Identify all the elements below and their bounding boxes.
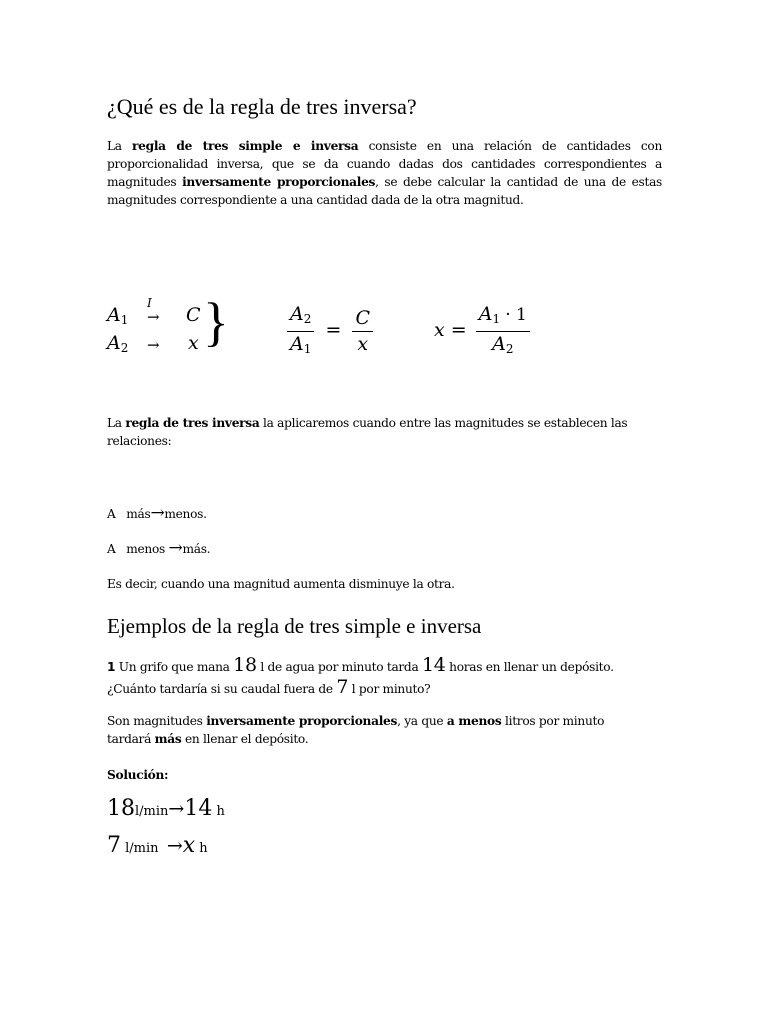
arrow-icon: → <box>147 308 160 326</box>
solution-label: Solución: <box>107 768 169 782</box>
relations-bold-term: regla de tres inversa <box>125 416 260 430</box>
intro-text-start: La <box>107 139 122 153</box>
formula-proportion-table: $A_1$ I → C $A_2$ → x } <box>107 292 229 355</box>
arrow-icon: → <box>168 798 185 820</box>
intro-bold-term: regla de tres simple e inversa <box>132 139 359 153</box>
formula-solution-equation: x = $\frac{A_1 \cdot 1}{A_2}$ <box>434 290 544 370</box>
arrow-icon: → <box>147 336 160 354</box>
brace-glyph: } <box>203 292 229 352</box>
formula-ratio-equation: $\frac{A_2}{A_1}$ = $\frac{C}{x}$ <box>287 290 387 370</box>
relations-paragraph: La regla de tres inversa la aplicaremos cuando entre las magnitudes se establecen las relaciones: <box>107 416 628 448</box>
arrow-icon: → <box>150 503 165 523</box>
relations-note: Es decir, cuando una magnitud aumenta disminuye la otra. <box>107 577 455 591</box>
inverse-label: I <box>147 296 152 310</box>
relation-row-2: A menos →más. <box>107 538 211 558</box>
arrow-icon: → <box>166 835 183 857</box>
example-number: 1 <box>107 660 116 674</box>
solution-line-2: 7 l/min →x h <box>107 833 208 858</box>
example-1-statement: 1 Un grifo que mana 18 l de agua por minuto tarda 14 horas en llenar un depósito. ¿Cuánto tardaría si su caudal fuera de 7 l por minuto? <box>107 654 614 698</box>
examples-heading: Ejemplos de la regla de tres simple e inversa <box>107 614 482 638</box>
arrow-icon: → <box>168 538 183 558</box>
explanation-paragraph: Son magnitudes inversamente proporcionales, ya que a menos litros por minuto tardará más en llenar el depósito. <box>107 714 605 746</box>
intro-bold-term-2: inversamente proporcionales <box>182 175 376 189</box>
relation-row-1: A más→menos. <box>107 503 207 523</box>
solution-line-1: 18l/min→14 h <box>107 796 225 821</box>
page-title: ¿Qué es de la regla de tres inversa? <box>107 94 417 119</box>
intro-paragraph <box>107 137 662 209</box>
intro-text-middle: consiste en una relación de cantidades con proporcionalidad inversa, que se da cuando dadas dos cantidades correspondientes a magnitudes <box>107 139 662 189</box>
intro-text-end: , se debe calcular la cantidad de una de estas magnitudes correspondiente a una cantidad dada de la otra magnitud. <box>107 175 662 207</box>
